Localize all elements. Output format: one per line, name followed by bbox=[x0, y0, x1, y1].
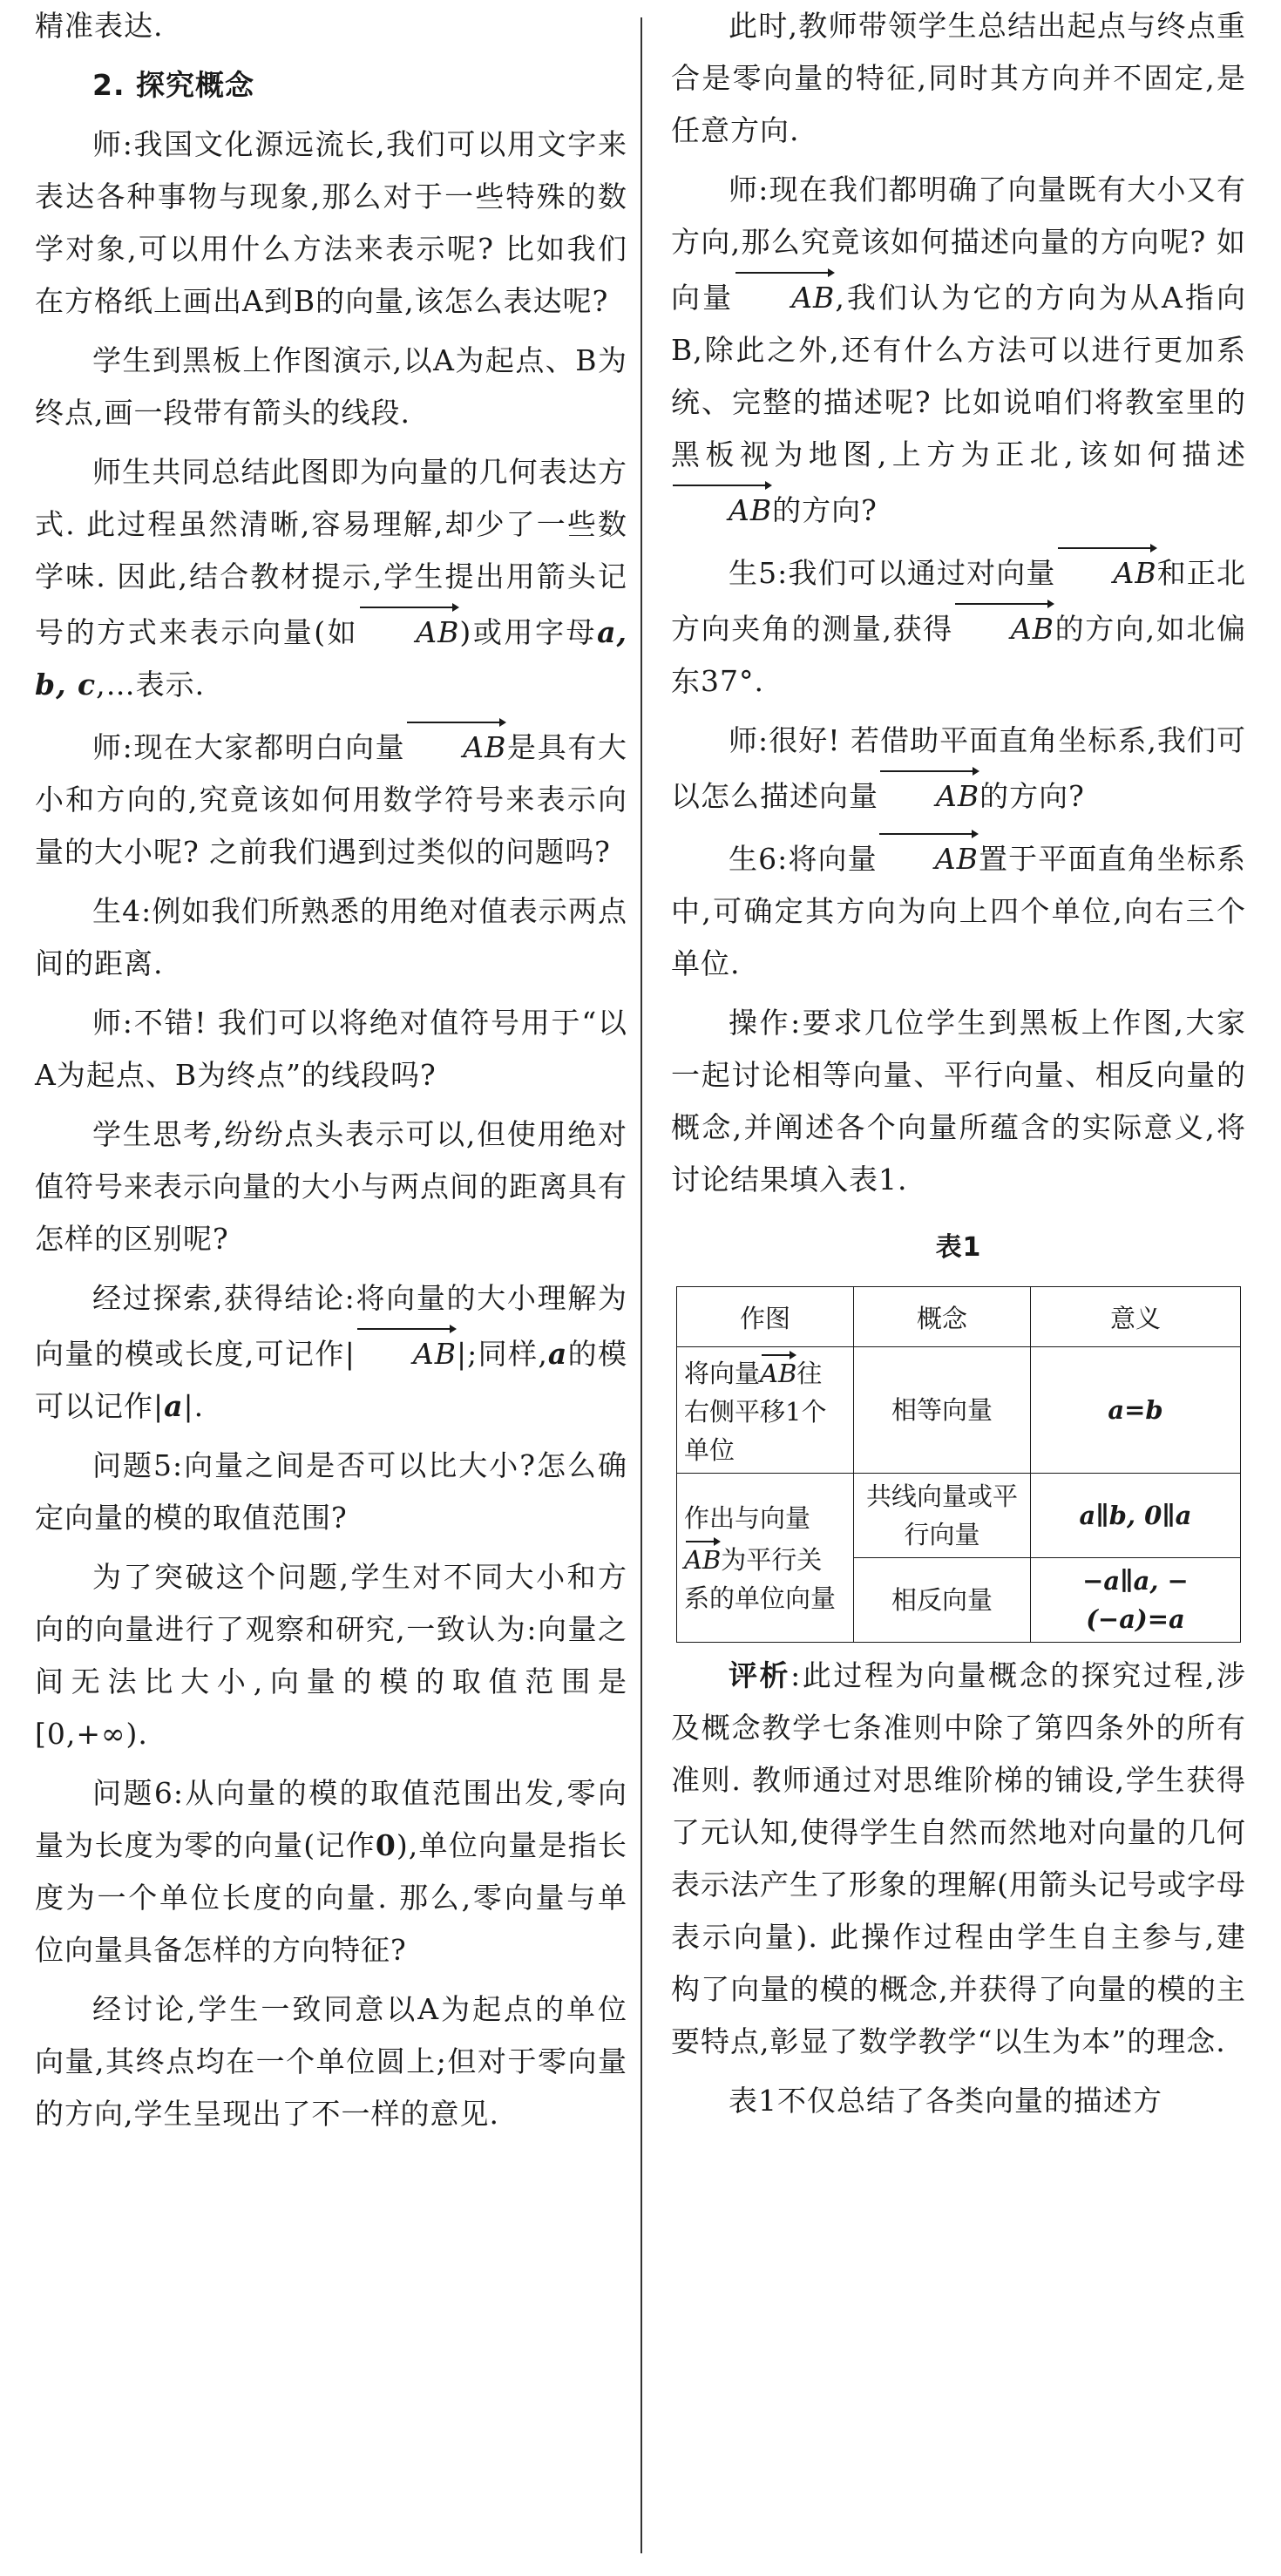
paragraph: 生4:例如我们所熟悉的用绝对值表示两点间的距离. bbox=[35, 894, 627, 980]
table-header-row bbox=[677, 1287, 1241, 1347]
paragraph: 师:现在大家都明白向量 AB是具有大小和方向的,究竟该如何用数学符号来表示向量的大小呢? 之前我们遇到过类似的问题吗? bbox=[35, 718, 627, 878]
paragraph: 师:现在我们都明确了向量既有大小又有方向,那么究竟该如何描述向量的方向呢? 如向量 AB,我们认为它的方向为从A指向B,除此之外,还有什么方法可以进行更加系统、完整的描述呢? 比如说咱们将教室里的黑板视为地图,上方为正北,该如何描述AB的方向? bbox=[671, 164, 1246, 537]
paragraph: 问题5:向量之间是否可以比大小?怎么确定向量的模的取值范围? bbox=[35, 1448, 627, 1535]
paragraph: 经讨论,学生一致同意以A为起点的单位向量,其终点均在一个单位圆上;但对于零向量的方向,学生呈现出了不一样的意见. bbox=[35, 1992, 627, 2131]
table-header: 作图 bbox=[677, 1287, 854, 1347]
paragraph: 学生到黑板上作图演示,以A为起点、B为终点,画一段带有箭头的线段. bbox=[35, 343, 627, 430]
section-heading: 2. 探究概念 bbox=[92, 68, 254, 102]
vector-ab: AB bbox=[1056, 544, 1157, 600]
vector-ab: AB bbox=[671, 481, 772, 537]
vector-table bbox=[676, 1286, 1241, 1643]
right-column bbox=[671, 0, 1246, 2127]
vector-ab: AB bbox=[953, 600, 1054, 655]
table-row bbox=[677, 1474, 1241, 1558]
vector-ab: AB bbox=[356, 1325, 457, 1380]
vector-ab: AB bbox=[734, 268, 835, 324]
paragraph: 师:不错! 我们可以将绝对值符号用于“以A为起点、B为终点”的线段吗? bbox=[35, 1006, 627, 1092]
paragraph: 师:很好! 若借助平面直角坐标系,我们可以怎么描述向量 AB的方向? bbox=[671, 715, 1246, 823]
table-cell: 相反向量 bbox=[854, 1558, 1031, 1643]
table-cell: 相等向量 bbox=[854, 1347, 1031, 1474]
table-caption: 表1 bbox=[935, 1232, 982, 1263]
paragraph: 问题6:从向量的模的取值范围出发,零向量为长度为零的向量(记作0),单位向量是指长度为一个单位长度的向量. 那么,零向量与单位向量具备怎样的方向特征? bbox=[35, 1776, 628, 1967]
paragraph: 学生思考,纷纷点头表示可以,但使用绝对值符号来表示向量的大小与两点间的距离具有怎样的区别呢? bbox=[35, 1117, 627, 1256]
paragraph: 经过探索,获得结论:将向量的大小理解为向量的模或长度,可记作| AB|;同样,a的模可以记作|a|. bbox=[35, 1281, 628, 1423]
vector-ab: AB bbox=[684, 1537, 721, 1579]
paragraph: 操作:要求几位学生到黑板上作图,大家一起讨论相等向量、平行向量、相反向量的概念,并阐述各个向量所蕴含的实际意义,将讨论结果填入表1. bbox=[671, 1006, 1246, 1196]
paragraph: 精准表达. bbox=[35, 9, 164, 43]
table-cell: a=b bbox=[1031, 1347, 1241, 1474]
paragraph: 为了突破这个问题,学生对不同大小和方向的向量进行了观察和研究,一致认为:向量之间无法比大小,向量的模的取值范围是[0,+∞). bbox=[35, 1560, 627, 1751]
left-column bbox=[35, 0, 627, 2140]
table-cell: a∥b, 0∥a bbox=[1031, 1474, 1241, 1558]
vector-ab: AB bbox=[878, 830, 979, 885]
table-cell: 将向量AB往右侧平移1个单位 bbox=[677, 1347, 854, 1474]
paragraph: 生5:我们可以通过对向量 AB和正北方向夹角的测量,获得 AB的方向,如北偏东37°. bbox=[671, 544, 1246, 708]
vector-ab: AB bbox=[878, 767, 979, 823]
paragraph: 师生共同总结此图即为向量的几何表达方式. 此过程虽然清晰,容易理解,却少了一些数学味. 因此,结合教材提示,学生提出用箭头记号的方式来表示向量(如 AB)或用字母a, b, c,…表示. bbox=[35, 455, 628, 702]
table-header: 意义 bbox=[1031, 1287, 1241, 1347]
paragraph: 此时,教师带领学生总结出起点与终点重合是零向量的特征,同时其方向并不固定,是任意方向. bbox=[671, 9, 1246, 147]
table-cell: 作出与向量AB为平行关系的单位向量 bbox=[677, 1474, 854, 1643]
vector-ab: AB bbox=[760, 1351, 796, 1393]
paragraph: 表1不仅总结了各类向量的描述方 bbox=[729, 2084, 1162, 2118]
table-cell: −a∥a, −(−a)=a bbox=[1031, 1558, 1241, 1643]
paragraph: 生6:将向量 AB置于平面直角坐标系中,可确定其方向为向上四个单位,向右三个单位. bbox=[671, 830, 1246, 990]
vector-ab: AB bbox=[405, 718, 506, 774]
table-row bbox=[677, 1347, 1241, 1474]
column-divider bbox=[640, 17, 642, 2553]
paragraph: 评析:此过程为向量概念的探究过程,涉及概念教学七条准则中除了第四条外的所有准则. 教师通过对思维阶梯的铺设,学生获得了元认知,使得学生自然而然地对向量的几何表示法产生了形象的理解(用箭头记号或字母表示向量). 此操作过程由学生自主参与,建构了向量的模的概念,并获得了向量的模的主要特点,彰显了数学教学“以生为本”的理念. bbox=[671, 1658, 1247, 2058]
table-cell: 共线向量或平行向量 bbox=[854, 1474, 1031, 1558]
paragraph: 师:我国文化源远流长,我们可以用文字来表达各种事物与现象,那么对于一些特殊的数学对象,可以用什么方法来表示呢? 比如我们在方格纸上画出A到B的向量,该怎么表达呢? bbox=[35, 127, 627, 318]
table-header: 概念 bbox=[854, 1287, 1031, 1347]
vector-ab: AB bbox=[358, 603, 459, 659]
